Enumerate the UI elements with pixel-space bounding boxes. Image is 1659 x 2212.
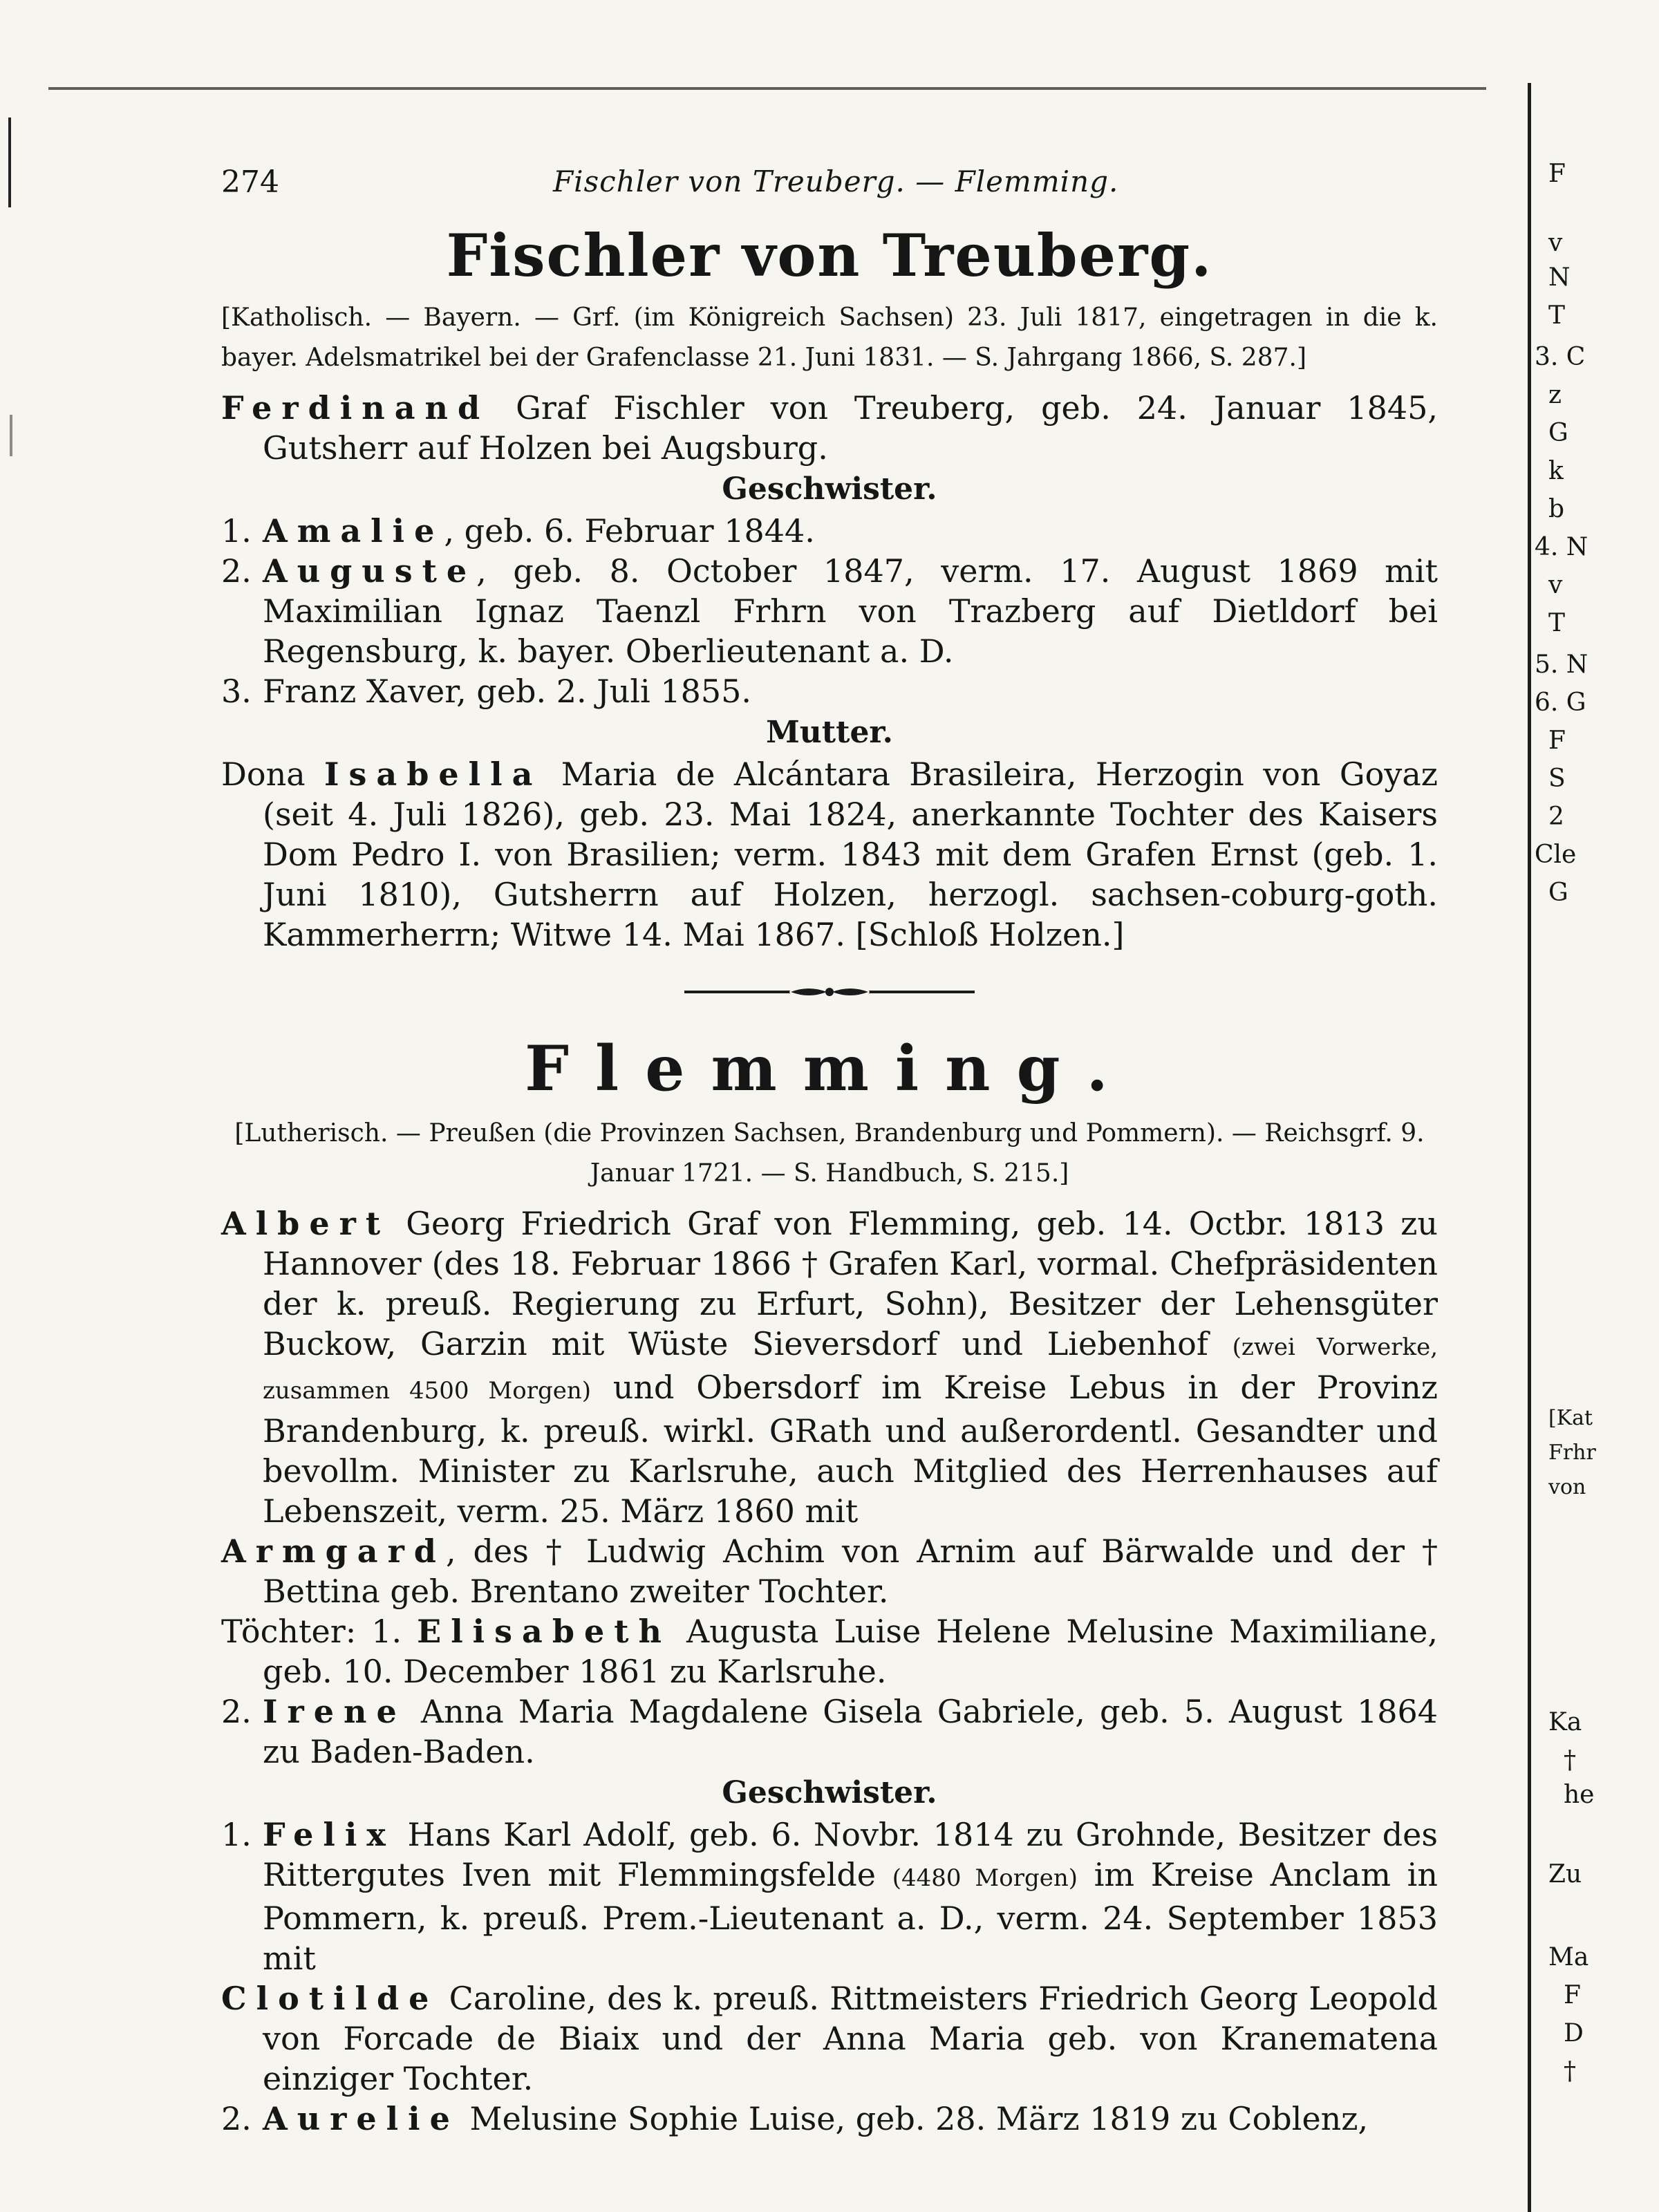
running-head: Fischler von Treuberg. — Flemming. <box>553 165 1119 198</box>
person-text: Graf Fischler von Treuberg, geb. 24. Januar 1845, Gutsherr auf Holzen bei Augsburg. <box>263 389 1438 467</box>
fragment: F <box>1548 160 1566 188</box>
person-text: Anna Maria Magdalene Gisela Gabriele, geb. 5. August 1864 zu Baden-Baden. <box>263 1693 1438 1770</box>
fragment: z <box>1548 381 1562 409</box>
fragment: v <box>1548 571 1563 599</box>
entry-number: 1. <box>221 512 252 550</box>
fragment: † <box>1564 2057 1576 2086</box>
entry-number: 1. <box>371 1613 402 1650</box>
daughters-label: Töchter: <box>221 1613 357 1650</box>
fragment: Zu <box>1548 1860 1582 1888</box>
page <box>221 152 1438 2139</box>
head-of-family <box>221 1203 1438 1531</box>
fragment: S <box>1548 765 1566 793</box>
daughter-entry <box>221 1611 1438 1691</box>
fragment: Ka <box>1548 1708 1582 1736</box>
fragment: D <box>1564 2019 1584 2047</box>
person-text: Caroline, des k. preuß. Rittmeisters Friedrich Georg Leopold von Forcade de Biaix und der Anna Maria geb. von Kranematena einziger Tochter. <box>263 1980 1438 2097</box>
page-header <box>221 152 1438 207</box>
entry-number: 1. <box>221 1816 252 1853</box>
adjacent-page-fragment <box>1535 104 1659 2205</box>
person-name: Isabella <box>324 756 543 793</box>
person-name: Armgard <box>221 1533 446 1570</box>
sibling-entry <box>221 2099 1438 2139</box>
person-name: Albert <box>221 1205 391 1242</box>
fragment: 6. G <box>1535 688 1586 717</box>
person-name: Auguste <box>263 552 477 590</box>
siblings-heading: Geschwister. <box>722 471 937 507</box>
head-of-family <box>221 388 1438 468</box>
person-text: Hans Karl Adolf, geb. 6. Novbr. 1814 zu Grohnde, Besitzer des Rittergutes Iven mit Flemmingsfelde <box>263 1816 1438 1893</box>
gutter-rule <box>1528 83 1531 2212</box>
person-text-small: (4480 Morgen) <box>892 1864 1078 1892</box>
entry-number: 3. <box>221 673 252 710</box>
fragment: 4. N <box>1535 533 1588 561</box>
person-name: Ferdinand <box>221 389 490 427</box>
person-text-small: (zwei Vorwerke, zusammen 4500 Morgen) <box>263 1333 1438 1405</box>
daughter-entry <box>221 1691 1438 1772</box>
person-text: und Obersdorf im Kreise Lebus in der Provinz Brandenburg, k. preuß. wirkl. GRath und außerordentl. Gesandter und bevollm. Minister zu Karlsruhe, auch Mitglied des Herrenhauses auf Lebenszeit, verm. 25. März 1860 mit <box>263 1369 1438 1530</box>
person-name: Irene <box>263 1693 406 1730</box>
fragment: von <box>1548 1475 1586 1499</box>
scan-mark <box>8 118 11 207</box>
person-text: Augusta Luise Helene Melusine Maximiliane, geb. 10. December 1861 zu Karlsruhe. <box>263 1613 1438 1690</box>
page-number: 274 <box>221 165 279 200</box>
person-name: Amalie <box>263 512 444 550</box>
fragment: F <box>1564 1981 1581 2009</box>
person-text: im Kreise Anclam in Pommern, k. preuß. Prem.-Lieutenant a. D., verm. 24. September 1853 mit <box>263 1856 1438 1977</box>
sibling-entry <box>221 551 1438 671</box>
fragment: † <box>1564 1746 1576 1774</box>
scan-mark <box>10 415 12 456</box>
person-name: Elisabeth <box>417 1613 671 1650</box>
fragment: F <box>1548 727 1566 755</box>
page-top-rule <box>48 87 1486 90</box>
fragment: 3. C <box>1535 343 1586 371</box>
fragment: G <box>1548 879 1568 907</box>
mother-entry <box>221 754 1438 955</box>
family-head-note: [Katholisch. — Bayern. — Grf. (im Königreich Sachsen) 23. Juli 1817, eingetragen in die k. bayer. Adelsmatrikel bei der Grafenclasse 21. Juni 1831. — S. Jahrgang 1866, S. 287.] <box>221 303 1438 372</box>
siblings-heading: Geschwister. <box>722 1775 937 1810</box>
fragment: T <box>1548 609 1566 637</box>
divider-ornament-icon <box>788 984 871 1000</box>
fragment: v <box>1548 229 1563 257</box>
fragment: T <box>1548 301 1566 330</box>
sibling-entry <box>221 511 1438 551</box>
entry-number: 2. <box>221 1693 252 1730</box>
fragment: Cle <box>1535 841 1577 869</box>
fragment: Ma <box>1548 1943 1589 1971</box>
entry-number: 2. <box>221 552 252 590</box>
fragment: 5. N <box>1535 650 1588 679</box>
sibling-spouse-entry <box>221 1978 1438 2099</box>
fragment: [Kat <box>1548 1406 1593 1430</box>
family-section <box>221 1032 1438 2139</box>
fragment: Frhr <box>1548 1441 1596 1465</box>
family-title: Flemming. <box>525 1032 1134 1105</box>
person-text: Maria de Alcántara Brasileira, Herzogin von Goyaz (seit 4. Juli 1826), geb. 23. Mai 1824, anerkannte Tochter des Kaisers Dom Pedro I. von Brasilien; verm. 1843 mit dem Grafen Ernst (geb. 1. Juni 1810), Gutsherrn auf Holzen, herzogl. sachsen-coburg-goth. Kammerherrn; Witwe 14. Mai 1867. [Schloß Holzen.] <box>263 756 1438 953</box>
fragment: N <box>1548 263 1571 292</box>
person-text: , des † Ludwig Achim von Arnim auf Bärwalde und der † Bettina geb. Brentano zweiter Tochter. <box>263 1533 1438 1610</box>
fragment: 2 <box>1548 803 1564 831</box>
person-text: Georg Friedrich Graf von Flemming, geb. 14. Octbr. 1813 zu Hannover (des 18. Februar 1866 † Grafen Karl, vormal. Chefpräsidenten der k. preuß. Regierung zu Erfurt, Sohn), Besitzer der Lehensgüter Buckow, Garzin mit Wüste Sieversdorf und Liebenhof <box>263 1205 1438 1362</box>
family-title: Fischler von Treuberg. <box>446 221 1213 290</box>
sibling-entry <box>221 671 1438 711</box>
mother-heading: Mutter. <box>766 715 893 750</box>
fragment: b <box>1548 495 1565 523</box>
person-text: Melusine Sophie Luise, geb. 28. März 1819 zu Coblenz, <box>469 2100 1369 2137</box>
person-text: , geb. 8. October 1847, verm. 17. August 1869 mit Maximilian Ignaz Taenzl Frhrn von Trazberg auf Dietldorf bei Regensburg, k. bayer. Oberlieutenant a. D. <box>263 552 1438 670</box>
sibling-entry <box>221 1815 1438 1978</box>
name-prefix: Dona <box>221 756 324 793</box>
family-head-note: [Lutherisch. — Preußen (die Provinzen Sachsen, Brandenburg und Pommern). — Reichsgrf. 9. Januar 1721. — S. Handbuch, S. 215.] <box>234 1119 1425 1188</box>
family-section <box>221 221 1438 955</box>
person-name: Felix <box>263 1816 395 1853</box>
section-divider <box>684 982 975 1002</box>
spouse-entry <box>221 1531 1438 1611</box>
person-name: Aurelie <box>263 2100 460 2137</box>
person-name: Clotilde <box>221 1980 439 2017</box>
entry-number: 2. <box>221 2100 252 2137</box>
person-text: Franz Xaver, geb. 2. Juli 1855. <box>263 673 752 710</box>
fragment: he <box>1564 1781 1595 1809</box>
fragment: G <box>1548 419 1568 447</box>
fragment: k <box>1548 457 1564 485</box>
person-text: , geb. 6. Februar 1844. <box>444 512 815 550</box>
